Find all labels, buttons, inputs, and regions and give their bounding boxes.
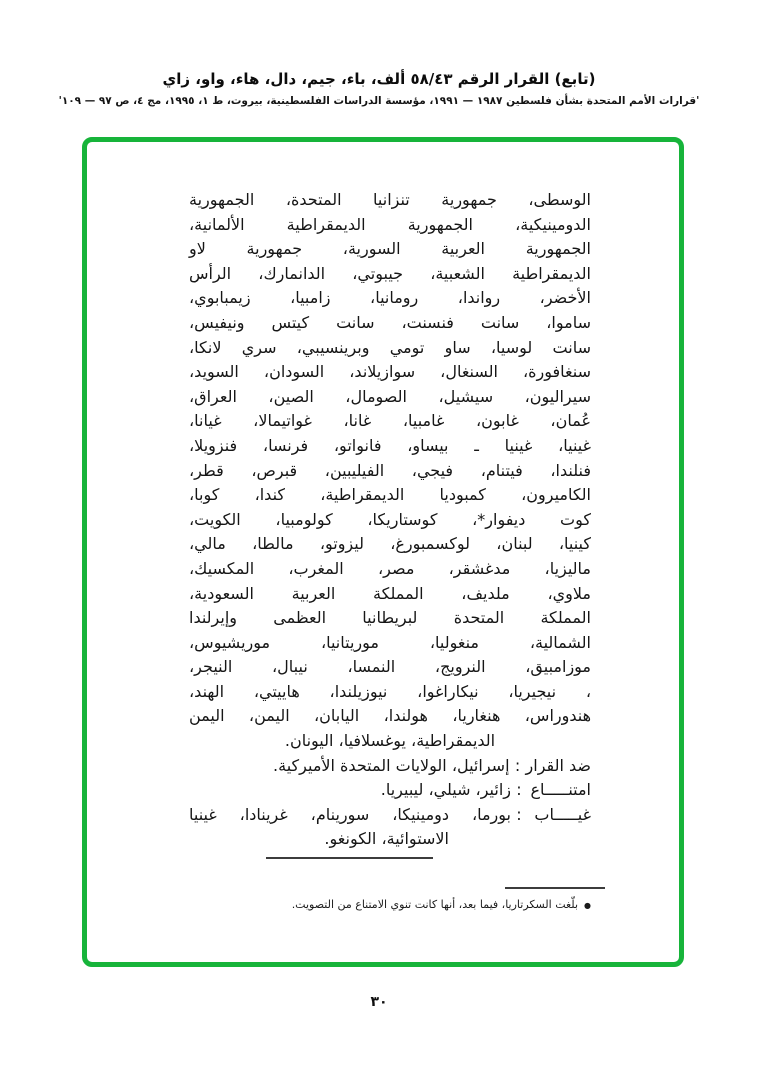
page-number: ٣٠: [370, 994, 388, 1010]
vote-value-absent: [189, 803, 511, 852]
country-list-line: ، نيجيريا، نيكاراغوا، نيوزيلندا، هاييتي، الهند،: [189, 681, 591, 701]
vote-value-absent-line1: بورما، دومينيكا، سورينام، غرينادا، غينيا: [189, 804, 511, 824]
country-list-line: عُمان، غابون، غامبيا، غانا، غواتيمالا، غيانا،: [189, 411, 591, 431]
country-list-line: ساموا، سانت فنسنت، سانت كيتس ونيفيس،: [189, 312, 591, 332]
footnote: [189, 897, 591, 914]
vote-colon: :: [516, 804, 522, 824]
document-header: [0, 70, 758, 107]
source-citation: 'قرارات الأمم المتحدة بشأن فلسطين ١٩٨٧ — ١٩٩١، مؤسسة الدراسات الفلسطينية، بيروت، ط ١، ١٩٩٥، مج ٤، ص ٩٧ — ١٠٩': [58, 95, 700, 107]
vote-label-abstain: امتنـــــاع: [530, 780, 591, 800]
vote-value-absent-line2: الاستوائية، الكونغو.: [324, 829, 449, 849]
country-list-line: الدومينيكية، الجمهورية الديمقراطية الألمانية،: [189, 214, 591, 234]
country-list-line: كينيا، لبنان، لوكسمبورغ، ليزوتو، مالطا، مالي،: [189, 534, 591, 554]
resolution-box: [82, 137, 684, 967]
country-list-line: الديمقراطية الشعبية، جيبوتي، الدانمارك، الرأس: [189, 263, 591, 283]
country-list-line: فنلندا، فيتنام، فيجي، الفيليبين، قبرص، قطر،: [189, 460, 591, 480]
vote-row-absent: [189, 803, 591, 852]
country-list-line: ماليزيا، مدغشقر، مصر، المغرب، المكسيك،: [189, 558, 591, 578]
footnote-bullet-icon: ●: [584, 901, 591, 911]
vote-label-against: ضد القرار: [525, 755, 591, 775]
country-list-line: ملاوي، ملديف، المملكة العربية السعودية،: [189, 583, 591, 603]
vote-value-abstain: زائير، شيلي، ليبيريا.: [380, 780, 511, 800]
vote-colon: :: [514, 755, 521, 775]
in-favor-country-list: [189, 188, 591, 729]
country-list-line: سانت لوسيا، ساو تومي وبرينسيبي، سري لانكا،: [189, 337, 591, 357]
vote-label-absent: غيـــــاب: [534, 804, 591, 824]
vote-row-abstain: [189, 778, 591, 803]
country-list-line: الأخضر، رواندا، رومانيا، زامبيا، زيمبابوي،: [189, 288, 591, 308]
country-list-line: كوت ديفوار*، كوستاريكا، كولومبيا، الكويت،: [189, 509, 591, 529]
resolution-title: (تابع) القرار الرقم ٥٨/٤٣ ألف، باء، جيم، دال، هاء، واو، زاي: [162, 70, 596, 88]
country-list-line: موزامبيق، النرويج، النمسا، نيبال، النيجر،: [189, 657, 591, 677]
country-list-line: سنغافورة، السنغال، سوازيلاند، السودان، السويد،: [189, 362, 591, 382]
country-list-line: سيراليون، سيشيل، الصومال، الصين، العراق،: [189, 386, 591, 406]
country-list-line: الوسطى، جمهورية تنزانيا المتحدة، الجمهورية: [189, 190, 591, 209]
country-list-line: هندوراس، هنغاريا، هولندا، اليابان، اليمن، اليمن: [189, 706, 591, 726]
country-list-line: المملكة المتحدة لبريطانيا العظمى وإيرلندا: [189, 608, 591, 628]
vote-value-against: إسرائيل، الولايات المتحدة الأميركية.: [273, 755, 510, 775]
country-list-line: الجمهورية العربية السورية، جمهورية لاو: [189, 239, 591, 259]
vote-colon: :: [516, 780, 522, 800]
vote-row-against: [189, 754, 591, 779]
footnote-text: بلّغت السكرتاريا، فيما بعد، أنها كانت تنوي الامتناع من التصويت.: [291, 898, 579, 912]
country-list-line: الكاميرون، كمبوديا الديمقراطية، كندا، كوبا،: [189, 485, 591, 505]
country-list-last-line: الديمقراطية، يوغسلافيا، اليونان.: [284, 731, 496, 751]
section-divider-rule: [266, 857, 433, 859]
country-list-line: الشمالية، منغوليا، موريتانيا، موريشيوس،: [189, 632, 591, 652]
country-list-line: غينيا، غينيا ـ بيساو، فانواتو، فرنسا، فنزويلا،: [189, 435, 591, 455]
footnote-separator-rule: [505, 887, 605, 889]
